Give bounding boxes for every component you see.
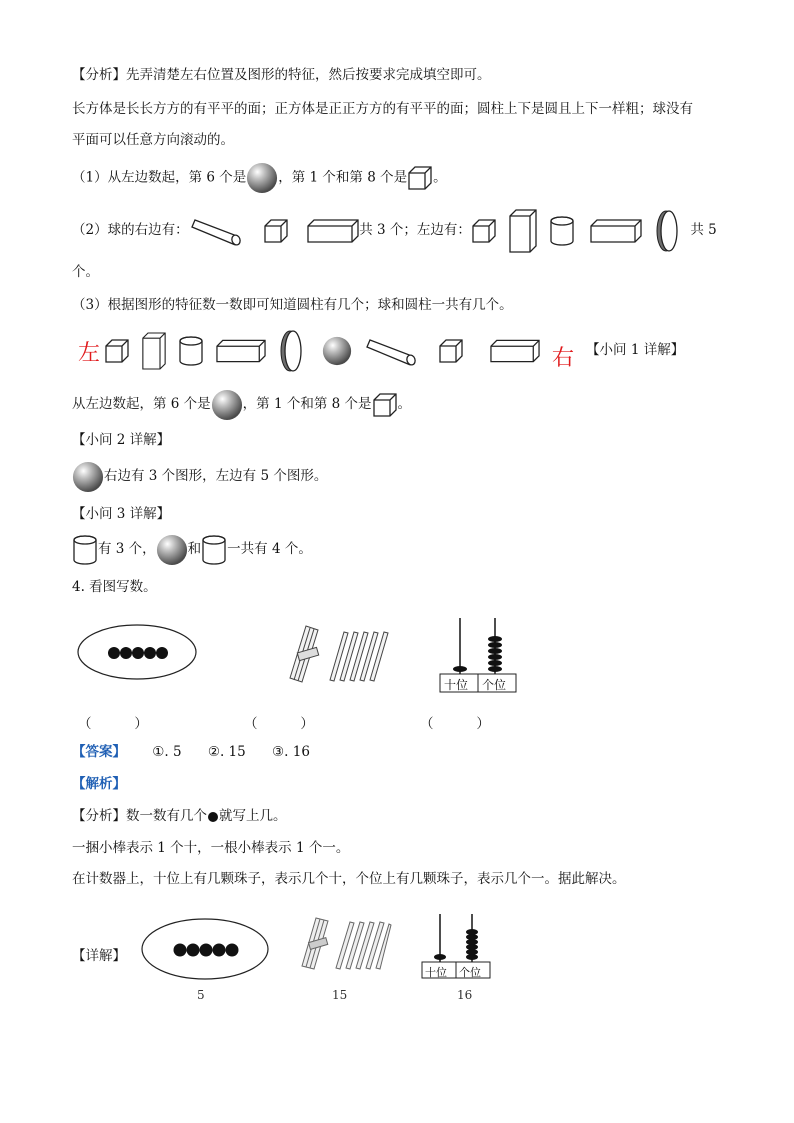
- sticks-figure-2: [296, 914, 392, 972]
- q2-pre: （2）球的右边有：: [72, 222, 189, 238]
- abacus-explain-line: 在计数器上，十位上有几颗珠子，表示几个十，个位上有几颗珠子，表示几个一。据此解决。: [72, 871, 626, 887]
- ans3-c: 一共有 4 个。: [227, 541, 312, 557]
- cylinder-lying-icon: [189, 216, 245, 246]
- analysis-line: [72, 65, 491, 85]
- disk-icon: [278, 329, 304, 373]
- analysis-2-label: 【分析】: [72, 808, 126, 824]
- analysis-2-post: 就写上几。: [219, 808, 287, 824]
- feature-paragraph-cont: 平面可以任意方向滚动的。: [72, 132, 234, 148]
- ball-icon: [246, 162, 278, 194]
- detail-number-2: 15: [332, 988, 348, 1002]
- abacus-2-tens-label: 十位: [425, 966, 447, 979]
- analysis-label: 【分析】: [72, 67, 126, 83]
- cube-icon: [104, 338, 130, 364]
- answer-blank-3[interactable]: （ ）: [420, 716, 490, 732]
- q1-post: 。: [433, 169, 447, 186]
- detail-number-3: 16: [457, 988, 473, 1002]
- disk-icon: [654, 209, 680, 253]
- analysis-2-pre: 数一数有几个: [126, 808, 207, 824]
- analysis-text: 先弄清楚左右位置及图形的特征，然后按要求完成填空即可。: [126, 67, 491, 83]
- ans1-mid: ，第 1 个和第 8 个是: [242, 396, 372, 412]
- cube-icon: [372, 392, 398, 418]
- question-3-line: （3）根据图形的特征数一数即可知道圆柱有几个；球和圆柱一共有几个。: [72, 297, 513, 313]
- tall-cuboid-icon: [142, 330, 166, 372]
- feature-paragraph: 长方体是长长方方的有平平的面；正方体是正正方方的有平平的面；圆柱上下是圆且上下一样粗；球没有: [72, 101, 693, 117]
- cuboid-icon: [590, 219, 642, 243]
- cube-icon: [407, 165, 433, 191]
- answer-item-2: ②. 15: [207, 744, 246, 760]
- q2-mid: 共 3 个；左边有：: [359, 222, 471, 238]
- ball-icon: [72, 461, 104, 493]
- sub-heading-2: 【小问 2 详解】: [72, 432, 171, 448]
- cube-icon: [438, 338, 464, 364]
- ans2-text: 右边有 3 个图形，左边有 5 个图形。: [104, 468, 328, 484]
- answer-line: [72, 742, 310, 762]
- ans3-a: 有 3 个，: [98, 541, 156, 557]
- cylinder-lying-icon: [364, 336, 420, 366]
- oval-dots-figure-2: [140, 916, 270, 982]
- ball-icon: [156, 534, 188, 566]
- ball-icon: [322, 336, 352, 366]
- ans3-b: 和: [187, 541, 202, 557]
- tall-cuboid-icon: [509, 209, 537, 253]
- question-2-line: [72, 208, 717, 252]
- answer-item-1: ①. 5: [152, 744, 182, 760]
- answer-blank-1[interactable]: （ ）: [78, 716, 148, 732]
- analysis-2-line: [72, 806, 287, 826]
- oval-dots-figure: [76, 622, 198, 682]
- answer-blank-2[interactable]: （ ）: [244, 716, 314, 732]
- cube-icon: [471, 218, 497, 244]
- q1-pre: （1）从左边数起，第 6 个是: [72, 169, 247, 186]
- detail-label: 【详解】: [72, 948, 126, 964]
- jiexi-label: 【解析】: [72, 776, 126, 792]
- cuboid-icon: [307, 219, 359, 243]
- sub-heading-3: 【小问 3 详解】: [72, 506, 171, 522]
- answer-item-3: ③. 16: [272, 744, 310, 760]
- q2-post: 共 5: [690, 222, 717, 238]
- sticks-explain-line: 一捆小棒表示 1 个十，一根小棒表示 1 个一。: [72, 840, 350, 856]
- sticks-figure: [284, 622, 390, 684]
- abacus-tens-label: 十位: [444, 678, 469, 692]
- abacus-ones-label: 个位: [482, 678, 507, 692]
- cylinder-icon: [178, 335, 204, 367]
- answer-1-line: [72, 388, 411, 420]
- cylinder-icon: [201, 534, 227, 566]
- q1-mid: ，第 1 个和第 8 个是: [278, 169, 408, 186]
- right-label: 右: [552, 345, 575, 371]
- cylinder-icon: [549, 215, 575, 247]
- shape-row: [78, 328, 684, 374]
- left-label: 左: [78, 340, 101, 366]
- ans1-post: 。: [397, 396, 412, 412]
- q2-tail: 个。: [72, 264, 99, 280]
- ball-icon: [211, 389, 243, 421]
- answer-2-line: [72, 460, 327, 492]
- cuboid-icon: [216, 339, 266, 363]
- question-1-line: [72, 162, 447, 192]
- cylinder-icon: [72, 534, 98, 566]
- question-4-title: 4. 看图写数。: [72, 579, 157, 595]
- cube-icon: [263, 218, 289, 244]
- ans1-pre: 从左边数起，第 6 个是: [72, 396, 211, 412]
- sub-heading-1: 【小问 1 详解】: [586, 342, 685, 358]
- detail-number-1: 5: [197, 988, 205, 1002]
- bead-icon: [207, 811, 219, 823]
- abacus-2-ones-label: 个位: [459, 966, 481, 979]
- answer-3-line: [72, 532, 312, 566]
- answer-label: 【答案】: [72, 744, 126, 760]
- cuboid-icon: [490, 339, 540, 363]
